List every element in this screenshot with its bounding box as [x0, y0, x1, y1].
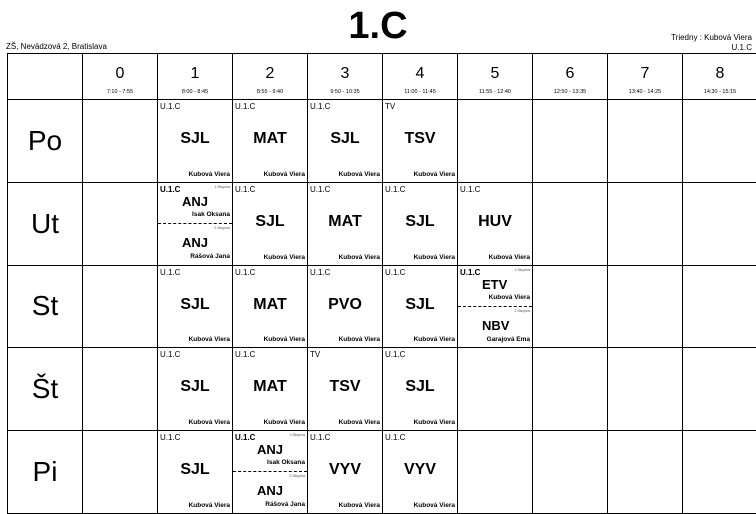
- lesson-cell: [458, 183, 533, 266]
- subject-label: TSV: [329, 378, 361, 396]
- room-label: TV: [385, 102, 396, 111]
- lesson-cell: [383, 100, 458, 183]
- period-number: 2: [265, 65, 275, 82]
- empty-cell: [683, 266, 756, 349]
- subject-label: SJL: [405, 295, 435, 313]
- timetable-grid: [7, 53, 756, 514]
- room-label: U.1.C: [235, 184, 256, 194]
- group-2-label: 2.Skupina: [214, 225, 230, 230]
- empty-cell: [83, 100, 158, 183]
- teacher-label: Kubová Viera: [338, 336, 380, 344]
- room-label: U.1.C: [235, 267, 256, 277]
- period-header: [533, 54, 608, 100]
- subject-label: ANJ: [257, 442, 284, 458]
- empty-cell: [83, 431, 158, 514]
- group-2-label: 2.Skupina: [514, 308, 530, 313]
- teacher-label: Kubová Viera: [188, 419, 230, 427]
- room-label: U.1.C: [160, 102, 181, 111]
- room-label: U.1.C: [460, 267, 481, 277]
- lesson-cell: [158, 266, 233, 349]
- group-2-label: 2.Skupina: [289, 474, 305, 479]
- period-header: [608, 54, 683, 100]
- room-label: U.1.C: [160, 267, 181, 277]
- room-label: U.1.C: [385, 184, 406, 194]
- room-label: U.1.C: [460, 184, 481, 194]
- teacher-label: Kubová Viera: [188, 336, 230, 344]
- room-label: U.1.C: [310, 267, 331, 277]
- period-time: 14:30 - 15:15: [703, 89, 737, 95]
- teacher-label: Kubová Viera: [413, 253, 455, 261]
- day-label: St: [31, 290, 59, 322]
- empty-cell: [83, 183, 158, 266]
- group-1-label: 1.Skupina: [289, 433, 305, 438]
- teacher-label: Kubová Viera: [338, 501, 380, 509]
- class-teacher: Triedny : Kubová Viera: [671, 33, 752, 42]
- lesson-cell: [383, 266, 458, 349]
- day-label: Po: [27, 124, 63, 156]
- lesson-cell: [383, 431, 458, 514]
- teacher-label: Kubová Viera: [263, 253, 305, 261]
- subject-label: MAT: [253, 295, 287, 313]
- subject-label: SJL: [180, 378, 210, 396]
- empty-cell: [458, 431, 533, 514]
- teacher-label: Kubová Viera: [338, 419, 380, 427]
- day-cell: [8, 266, 83, 349]
- lesson-cell: [383, 183, 458, 266]
- subject-label: SJL: [180, 295, 210, 313]
- empty-cell: [683, 431, 756, 514]
- period-header: [83, 54, 158, 100]
- empty-cell: [533, 348, 608, 431]
- lesson-cell: [158, 183, 233, 266]
- home-room: U.1.C: [731, 43, 752, 52]
- subject-label: MAT: [253, 378, 287, 396]
- empty-cell: [458, 100, 533, 183]
- teacher-label: Rášová Jana: [190, 252, 230, 260]
- period-time: 9:50 - 10:35: [330, 89, 360, 95]
- day-cell: [8, 183, 83, 266]
- group-1-label: 1.Skupina: [514, 267, 530, 272]
- period-number: 3: [340, 65, 350, 82]
- teacher-label: Kubová Viera: [413, 170, 455, 178]
- subject-label: SJL: [180, 461, 210, 479]
- subject-label: SJL: [180, 130, 210, 147]
- subject-label: ANJ: [257, 483, 284, 499]
- subject-label: MAT: [253, 130, 287, 147]
- empty-cell: [608, 100, 683, 183]
- lesson-cell: [158, 100, 233, 183]
- teacher-label: Kubová Viera: [413, 419, 455, 427]
- period-header: [458, 54, 533, 100]
- group-divider: [233, 471, 307, 472]
- day-label: Pi: [32, 456, 58, 488]
- empty-cell: [83, 348, 158, 431]
- subject-label: MAT: [328, 212, 362, 230]
- empty-cell: [458, 348, 533, 431]
- period-number: 1: [190, 65, 200, 82]
- room-label: U.1.C: [235, 102, 256, 111]
- empty-cell: [533, 183, 608, 266]
- room-label: U.1.C: [235, 350, 256, 360]
- day-label: Št: [31, 373, 59, 405]
- lesson-cell: [233, 100, 308, 183]
- period-time: 7:10 - 7:55: [106, 89, 134, 95]
- teacher-label: Kubová Viera: [413, 336, 455, 344]
- lesson-cell: [308, 183, 383, 266]
- day-cell: [8, 348, 83, 431]
- teacher-label: Kubová Viera: [188, 501, 230, 509]
- room-label: U.1.C: [385, 433, 406, 443]
- empty-cell: [608, 266, 683, 349]
- school-address: ZŠ, Nevädzová 2, Bratislava: [6, 42, 107, 51]
- empty-cell: [533, 100, 608, 183]
- room-label: U.1.C: [385, 267, 406, 277]
- group-1-label: 1.Skupina: [214, 184, 230, 189]
- empty-cell: [608, 183, 683, 266]
- subject-label: TSV: [404, 130, 436, 147]
- period-header: [158, 54, 233, 100]
- period-time: 12:50 - 13:35: [553, 89, 587, 95]
- empty-cell: [683, 348, 756, 431]
- period-time: 11:00 - 11:45: [404, 89, 436, 95]
- day-label: Ut: [31, 207, 59, 239]
- lesson-cell: [383, 348, 458, 431]
- lesson-cell: [308, 348, 383, 431]
- subject-label: SJL: [405, 378, 435, 396]
- room-label: U.1.C: [310, 184, 331, 194]
- subject-label: SJL: [330, 130, 360, 147]
- lesson-cell: [158, 348, 233, 431]
- period-number: 7: [640, 65, 650, 82]
- period-number: 4: [415, 65, 425, 82]
- subject-label: HUV: [478, 212, 512, 230]
- teacher-label: Kubová Viera: [263, 419, 305, 427]
- period-time: 8:55 - 9:40: [256, 89, 284, 95]
- room-label: U.1.C: [385, 350, 406, 360]
- teacher-label: Kubová Viera: [488, 293, 530, 301]
- period-number: 8: [715, 65, 725, 82]
- teacher-label: Kubová Viera: [338, 170, 380, 178]
- period-header: [308, 54, 383, 100]
- empty-cell: [533, 266, 608, 349]
- period-header: [683, 54, 756, 100]
- lesson-cell: [308, 431, 383, 514]
- lesson-cell: [308, 100, 383, 183]
- room-label: U.1.C: [310, 433, 331, 443]
- empty-cell: [533, 431, 608, 514]
- subject-label: ANJ: [182, 234, 209, 250]
- page-title: 1.C: [348, 5, 408, 47]
- teacher-label: Kubová Viera: [263, 170, 305, 178]
- subject-label: ETV: [482, 276, 508, 292]
- empty-cell: [683, 183, 756, 266]
- teacher-label: Rášová Jana: [265, 501, 305, 509]
- header-corner: [8, 54, 83, 100]
- empty-cell: [608, 348, 683, 431]
- room-label: U.1.C: [160, 184, 181, 194]
- class-teacher-info: [671, 33, 752, 53]
- subject-label: VYV: [403, 461, 436, 479]
- teacher-label: Kubová Viera: [488, 253, 530, 261]
- empty-cell: [608, 431, 683, 514]
- period-number: 0: [115, 65, 125, 82]
- period-number: 6: [565, 65, 575, 82]
- teacher-label: Kubová Viera: [188, 170, 230, 178]
- empty-cell: [683, 100, 756, 183]
- subject-label: PVO: [328, 295, 362, 313]
- lesson-cell: [233, 266, 308, 349]
- lesson-cell: [233, 431, 308, 514]
- subject-label: SJL: [405, 212, 435, 230]
- period-time: 8:00 - 8:45: [181, 89, 209, 95]
- teacher-label: Kubová Viera: [338, 253, 380, 261]
- group-divider: [458, 306, 532, 307]
- lesson-cell: [233, 348, 308, 431]
- period-time: 11:55 - 12:40: [478, 89, 511, 95]
- teacher-label: Kubová Viera: [413, 501, 455, 509]
- room-label: U.1.C: [160, 350, 181, 360]
- empty-cell: [83, 266, 158, 349]
- room-label: U.1.C: [160, 433, 181, 443]
- room-label: TV: [310, 350, 321, 360]
- lesson-cell: [458, 266, 533, 349]
- lesson-cell: [308, 266, 383, 349]
- period-header: [233, 54, 308, 100]
- period-time: 13:40 - 14:25: [628, 89, 662, 95]
- lesson-cell: [158, 431, 233, 514]
- subject-label: VYV: [328, 461, 361, 479]
- teacher-label: Kubová Viera: [263, 336, 305, 344]
- group-divider: [158, 223, 232, 224]
- period-header: [383, 54, 458, 100]
- teacher-label: Isak Oksana: [267, 459, 305, 467]
- period-number: 5: [490, 65, 500, 82]
- lesson-cell: [233, 183, 308, 266]
- subject-label: ANJ: [182, 193, 209, 209]
- subject-label: NBV: [482, 317, 510, 333]
- day-cell: [8, 100, 83, 183]
- teacher-label: Isak Oksana: [192, 210, 230, 218]
- day-cell: [8, 431, 83, 514]
- teacher-label: Garajová Ema: [486, 335, 530, 343]
- subject-label: SJL: [255, 212, 285, 230]
- room-label: U.1.C: [310, 102, 331, 111]
- room-label: U.1.C: [235, 433, 256, 443]
